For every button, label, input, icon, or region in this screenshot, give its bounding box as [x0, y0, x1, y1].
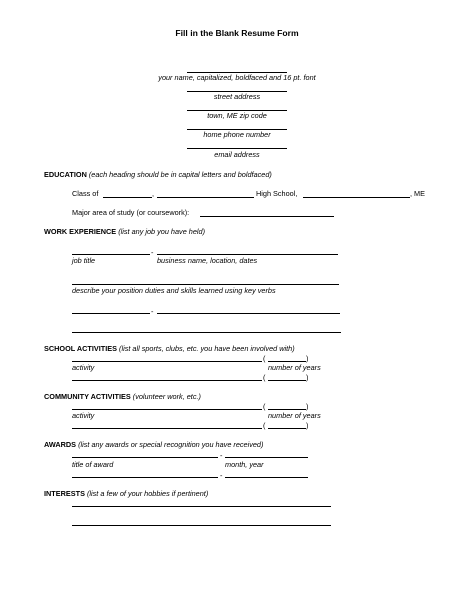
class-of-label: Class of: [72, 189, 99, 198]
business-line-1[interactable]: [157, 254, 338, 255]
community-heading: COMMUNITY ACTIVITIES (volunteer work, etc.): [44, 392, 201, 401]
work-heading: WORK EXPERIENCE (list any job you have held): [44, 227, 206, 236]
paren-open: (: [263, 421, 266, 430]
interests-line-1[interactable]: [72, 506, 331, 507]
school-name-line[interactable]: [157, 197, 254, 198]
community-activity-line[interactable]: [72, 409, 262, 410]
job-title-hint: job title: [72, 256, 96, 265]
education-heading: EDUCATION (each heading should be in capital letters and boldfaced): [44, 170, 272, 179]
dash: -: [220, 451, 223, 460]
page-title: Fill in the Blank Resume Form: [175, 28, 299, 38]
community-activity-hint: activity: [72, 411, 95, 420]
community-years-line[interactable]: [268, 409, 306, 410]
school-years-hint: number of years: [268, 363, 321, 372]
class-year-line[interactable]: [103, 197, 152, 198]
major-line[interactable]: [200, 216, 334, 217]
school-activity-line[interactable]: [72, 361, 262, 362]
school-years-line[interactable]: [268, 361, 306, 362]
street-hint: street address: [213, 92, 261, 101]
major-label: Major area of study (or coursework):: [72, 208, 190, 217]
paren-close: ): [306, 402, 309, 411]
school-heading: SCHOOL ACTIVITIES (list all sports, clubs, etc. you have been involved with): [44, 344, 295, 353]
town-field-line[interactable]: [303, 197, 410, 198]
award-title-line[interactable]: [72, 457, 218, 458]
school-years-line-2[interactable]: [268, 380, 306, 381]
award-date-line-2[interactable]: [225, 477, 308, 478]
business-hint: business name, location, dates: [157, 256, 258, 265]
interests-line-2[interactable]: [72, 525, 331, 526]
dash: -: [151, 307, 154, 316]
community-activity-line-2[interactable]: [72, 428, 262, 429]
paren-open: (: [263, 373, 266, 382]
dash: -: [220, 471, 223, 480]
job-title-line-2[interactable]: [72, 313, 150, 314]
duties-hint: describe your position duties and skills learned using key verbs: [72, 286, 276, 295]
awards-heading: AWARDS (list any awards or special recognition you have received): [44, 440, 264, 449]
paren-close: ): [306, 421, 309, 430]
paren-close: ): [306, 354, 309, 363]
paren-open: (: [263, 402, 266, 411]
town-hint: town, ME zip code: [207, 111, 267, 120]
dash: -: [151, 248, 154, 257]
community-years-hint: number of years: [268, 411, 321, 420]
phone-hint: home phone number: [203, 130, 271, 139]
name-hint: your name, capitalized, boldfaced and 16 pt. font: [158, 73, 316, 82]
school-activity-hint: activity: [72, 363, 95, 372]
community-years-line-2[interactable]: [268, 428, 306, 429]
school-activity-line-2[interactable]: [72, 380, 262, 381]
interests-heading: INTERESTS (list a few of your hobbies if pertinent): [44, 489, 209, 498]
award-title-line-2[interactable]: [72, 477, 218, 478]
job-title-line-1[interactable]: [72, 254, 150, 255]
award-title-hint: title of award: [72, 460, 114, 469]
high-school-label: High School,: [256, 189, 298, 198]
state-label: , ME: [410, 189, 425, 198]
duties-line-2[interactable]: [72, 332, 341, 333]
duties-line-1[interactable]: [72, 284, 339, 285]
paren-close: ): [306, 373, 309, 382]
award-date-line[interactable]: [225, 457, 308, 458]
comma: ,: [152, 189, 155, 198]
business-line-2[interactable]: [157, 313, 340, 314]
email-line[interactable]: [187, 148, 287, 149]
award-date-hint: month, year: [225, 460, 264, 469]
email-hint: email address: [214, 150, 260, 159]
paren-open: (: [263, 354, 266, 363]
